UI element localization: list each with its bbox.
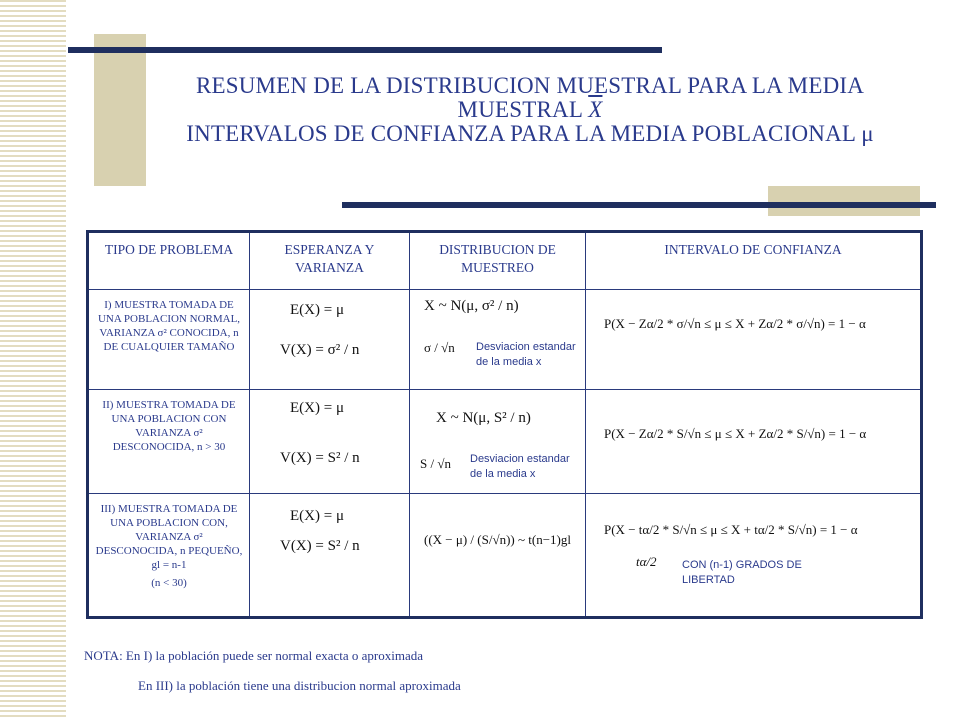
summary-table xyxy=(86,230,923,619)
row3-intervalo: P(X − tα/2 * S/√n ≤ μ ≤ X + tα/2 * S/√n) = 1 − α xyxy=(604,522,858,537)
row2-distribucion: X ~ N(μ, S² / n) xyxy=(436,410,531,426)
row1-varianza: V(X) = σ² / n xyxy=(280,342,360,358)
row1-type: I) MUESTRA TOMADA DE UNA POBLACION NORMAL, VARIANZA σ² CONOCIDA, n DE CUALQUIER TAMAÑO xyxy=(88,290,250,390)
row1-distribucion: X ~ N(μ, σ² / n) xyxy=(424,298,519,314)
header-distribucion: DISTRIBUCION DE MUESTREO xyxy=(410,232,586,290)
row2-varianza: V(X) = S² / n xyxy=(280,450,360,466)
title-line-2 xyxy=(150,98,910,122)
row1-desv-label-1: Desviacion estandar xyxy=(476,341,576,353)
row2-esperanza-cell xyxy=(250,390,410,494)
row3-distribucion-cell xyxy=(410,494,586,618)
row2-intervalo-cell xyxy=(586,390,922,494)
row1-esperanza: E(X) = μ xyxy=(290,302,344,318)
row1-esperanza-cell xyxy=(250,290,410,390)
row3-cond-1: CON (n-1) GRADOS DE xyxy=(682,559,802,571)
row2-desv-formula: S / √n xyxy=(420,456,451,471)
nota-line-1: NOTA: En I) la población puede ser normal exacta o aproximada xyxy=(84,648,423,663)
decorative-line-bottom xyxy=(342,202,936,208)
header-esperanza: ESPERANZA Y VARIANZA xyxy=(250,232,410,290)
row1-intervalo-cell xyxy=(586,290,922,390)
row3-cond-2: LIBERTAD xyxy=(682,574,735,586)
decorative-block-right xyxy=(768,186,920,216)
row3-esperanza: E(X) = μ xyxy=(290,508,344,524)
title-line-3 xyxy=(150,122,910,146)
row3-intervalo-cell xyxy=(586,494,922,618)
table-header-row xyxy=(88,232,922,290)
row1-desv-formula: σ / √n xyxy=(424,340,455,355)
row2-type: II) MUESTRA TOMADA DE UNA POBLACION CON VARIANZA σ² DESCONOCIDA, n > 30 xyxy=(88,390,250,494)
mu-symbol: μ xyxy=(861,121,874,146)
title-line-2-text: MUESTRAL xyxy=(457,97,583,122)
table-row xyxy=(88,494,922,618)
row2-intervalo: P(X − Zα/2 * S/√n ≤ μ ≤ X + Zα/2 * S/√n) = 1 − α xyxy=(604,426,867,441)
row3-type: III) MUESTRA TOMADA DE UNA POBLACION CON, VARIANZA σ² DESCONOCIDA, n PEQUEÑO, gl = n-1 xyxy=(95,503,243,571)
decorative-block-left xyxy=(94,34,146,186)
row3-type-cell xyxy=(88,494,250,618)
page-title xyxy=(150,74,910,146)
table-row xyxy=(88,290,922,390)
header-tipo: TIPO DE PROBLEMA xyxy=(88,232,250,290)
row1-desv-label-2: de la media x xyxy=(476,356,542,368)
row3-esperanza-cell xyxy=(250,494,410,618)
nota-line-2: En III) la población tiene una distribucion normal aproximada xyxy=(138,678,461,693)
row2-esperanza: E(X) = μ xyxy=(290,400,344,416)
row3-varianza: V(X) = S² / n xyxy=(280,538,360,554)
title-line-1: RESUMEN DE LA DISTRIBUCION MUESTRAL PARA LA MEDIA xyxy=(195,73,865,98)
table-row xyxy=(88,390,922,494)
row3-type-extra: (n < 30) xyxy=(151,577,187,589)
row2-desv-label-1: Desviacion estandar xyxy=(470,453,570,465)
decorative-line-top xyxy=(68,47,662,53)
x-bar-symbol: $\overline{X}$ xyxy=(588,97,603,122)
row2-desv-label-2: de la media x xyxy=(470,468,536,480)
decorative-stripes xyxy=(0,0,66,720)
t-alpha-symbol: tα/2 xyxy=(636,554,657,569)
row1-distribucion-cell xyxy=(410,290,586,390)
row1-intervalo: P(X − Zα/2 * σ/√n ≤ μ ≤ X + Zα/2 * σ/√n) = 1 − α xyxy=(604,316,866,331)
title-line-3-text: INTERVALOS DE CONFIANZA PARA LA MEDIA POBLACIONAL xyxy=(186,121,856,146)
header-intervalo: INTERVALO DE CONFIANZA xyxy=(586,232,922,290)
row2-distribucion-cell xyxy=(410,390,586,494)
row3-distribucion: ((X − μ) / (S/√n)) ~ t(n−1)gl xyxy=(424,532,571,547)
